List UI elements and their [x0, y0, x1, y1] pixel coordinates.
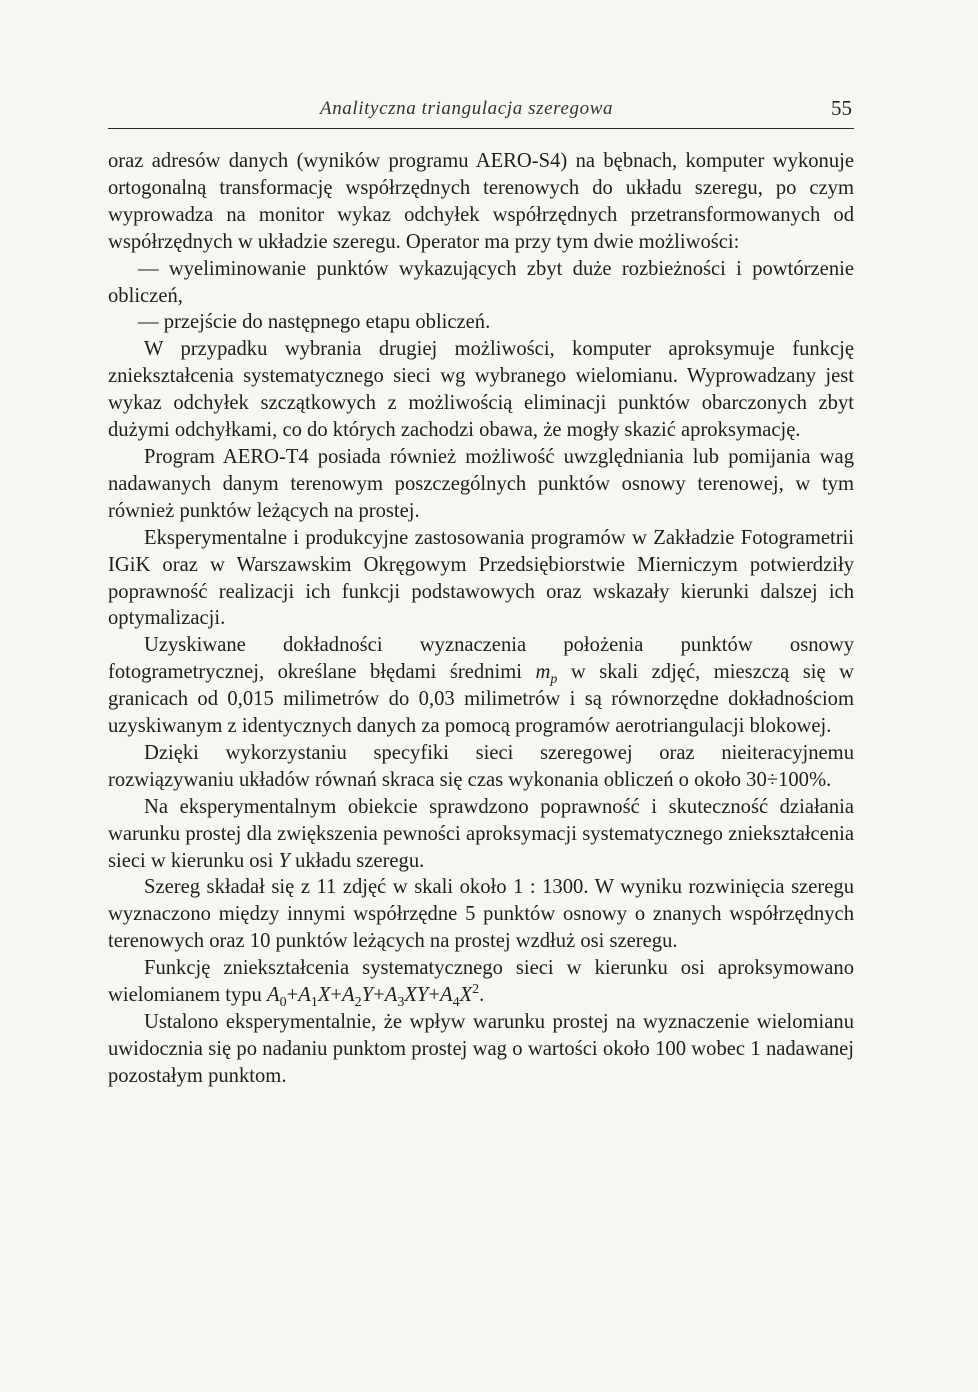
formula-coef: A [267, 984, 280, 1007]
paragraph-8: Dzięki wykorzystaniu specyfiki sieci szeregowej oraz nieiteracyjnemu rozwiązywaniu układów równań skraca się czas wykonania obliczeń o około 30÷100%. [108, 741, 854, 791]
polynomial-formula [267, 982, 485, 1011]
paragraph-9 [108, 794, 854, 875]
list-item-eliminate: — wyeliminowanie punktów wykazujących zbyt duże rozbieżności i powtórzenie obliczeń, [108, 256, 854, 310]
formula-plus: + [428, 984, 440, 1007]
formula-sub: 4 [452, 995, 460, 1011]
formula-var: XY [404, 984, 429, 1007]
paragraph-4: W przypadku wybrania drugiej możliwości, komputer aproksymuje funkcję zniekształcenia systematycznego sieci wg wybranego wielomianu. Wyprowadzany jest wykaz odchyłek szczątkowych z możliwością eliminacji punktów obarczonych zbyt dużymi odchyłkami, co do których zachodzi obawa, że mogły skazić aproksymację. [108, 338, 854, 442]
paragraph-1: oraz adresów danych (wyników programu AERO-S4) na bębnach, komputer wykonuje ortogonalną transformację współrzędnych terenowych do układu szeregu, po czym wyprowadza na monitor wykaz odchyłek współrzędnych przetransformowanych od współrzędnych w układzie szeregu. Operator ma przy tym dwie możliwości: [108, 150, 854, 253]
paragraph-7-text-b: w skali zdjęć, mieszczą się w granicach od 0,015 milimetrów do 0,03 milimetrów i są równorzędne dokładnościom uzyskiwanym z identycznych danych za pomocą programów aerotriangulacji blokowej. [108, 661, 854, 738]
formula-var: X [459, 984, 473, 1007]
formula-period: . [479, 984, 485, 1007]
formula-coef: A [384, 984, 398, 1007]
page-number: 55 [831, 96, 852, 120]
paragraph-9-text-a: Na eksperymentalnym obiekcie sprawdzono poprawność i skuteczność działania warunku prostej dla zwiększenia pewności aproksymacji systematycznego zniekształcenia sieci w kierunku osi [108, 795, 854, 872]
formula-sub: 2 [354, 995, 362, 1011]
formula-coef: A [298, 984, 311, 1007]
paragraph-11 [108, 955, 854, 1009]
error-symbol-subscript: p [550, 672, 558, 688]
paragraph-6: Eksperymentalne i produkcyjne zastosowania programów w Zakładzie Fotogrametrii IGiK oraz w Warszawskim Okręgowym Przedsiębiorstwie Mierniczym potwierdziły poprawność realizacji ich funkcji podstawowych oraz wskazały kierunki dalszej ich optymalizacji. [108, 526, 854, 630]
body-text [108, 148, 854, 1090]
running-title: Analityczna triangulacja szeregowa [320, 98, 614, 119]
formula-plus: + [330, 984, 343, 1007]
formula-plus: + [373, 984, 385, 1007]
paragraph-10: Szereg składał się z 11 zdjęć w skali około 1 : 1300. W wyniku rozwinięcia szeregu wyznaczono między innymi współrzędne 5 punktów osnowy o znanych współrzędnych terenowych oraz 10 punktów leżących na prostej wzdłuż osi szeregu. [108, 876, 854, 953]
page-header [108, 94, 854, 129]
formula-plus: + [286, 984, 299, 1007]
paragraph-11-text: Funkcję zniekształcenia systematycznego sieci w kierunku osi aproksymowano wielomianem typu [108, 957, 854, 1007]
formula-var: Y [361, 984, 374, 1007]
formula-coef: A [439, 984, 453, 1007]
paragraph-7-text-a: Uzyskiwane dokładności wyznaczenia położenia punktów osnowy fotogrametrycznej, określane błędami średnimi [108, 634, 854, 684]
formula-coef: A [342, 984, 355, 1007]
axis-symbol: Y [278, 849, 290, 872]
paragraph-5: Program AERO-T4 posiada również możliwość uwzględniania lub pomijania wag nadawanych danym terenowym poszczególnych punktów osnowy terenowej, w tym również punktów leżących na prostej. [108, 445, 854, 522]
paragraph-9-text-b: układu szeregu. [289, 849, 425, 872]
formula-sub: 3 [397, 995, 405, 1011]
formula-sub: 1 [310, 995, 318, 1011]
error-symbol: m [535, 661, 551, 684]
formula-sup: 2 [472, 982, 480, 998]
formula-sub: 0 [279, 995, 287, 1011]
formula-var: X [317, 984, 331, 1007]
paragraph-7 [108, 632, 854, 740]
paragraph-12: Ustalono eksperymentalnie, że wpływ warunku prostej na wyznaczenie wielomianu uwidocznia się po nadaniu punktom prostej wag o wartości około 100 wobec 1 nadawanej pozostałym punktom. [108, 1011, 854, 1087]
list-item-next-stage: — przejście do następnego etapu obliczeń. [108, 309, 854, 336]
